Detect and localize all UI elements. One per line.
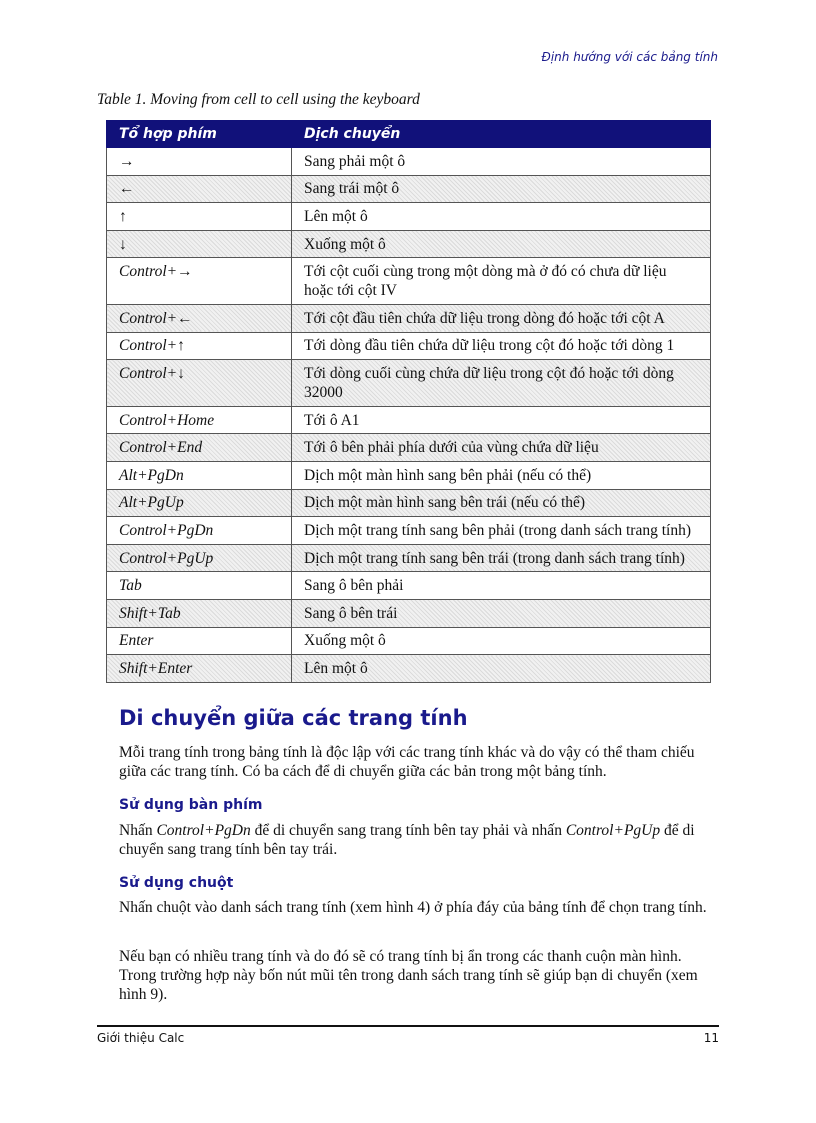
action-cell: Sang ô bên phải (292, 572, 711, 600)
table-row (107, 572, 711, 600)
action-cell: Tới cột cuối cùng trong một dòng mà ở đó có chưa dữ liệu hoặc tới cột IV (292, 258, 711, 305)
shortcut-control-pgup: Control+PgUp (565, 822, 661, 839)
table-row (107, 304, 711, 332)
action-cell: Dịch một trang tính sang bên trái (trong danh sách trang tính) (292, 544, 711, 572)
key-cell: Control+Home (107, 406, 292, 434)
action-cell: Tới cột đầu tiên chứa dữ liệu trong dòng đó hoặc tới cột A (292, 304, 711, 332)
table-row (107, 434, 711, 462)
table-row (107, 517, 711, 545)
key-cell: Shift+Enter (107, 655, 292, 683)
action-cell: Tới ô A1 (292, 406, 711, 434)
table-row (107, 655, 711, 683)
key-cell: Control+← (107, 304, 292, 332)
footer-divider (97, 1025, 719, 1027)
key-cell: Tab (107, 572, 292, 600)
table-row (107, 230, 711, 258)
shortcut-control-pgdn: Control+PgDn (156, 822, 251, 839)
table-row (107, 175, 711, 203)
subheading-mouse: Sử dụng chuột (119, 875, 234, 891)
column-header-movement: Dịch chuyển (292, 121, 711, 148)
action-cell: Sang ô bên trái (292, 599, 711, 627)
table-row (107, 332, 711, 360)
key-cell: ↓ (107, 230, 292, 258)
column-header-key-combo: Tổ hợp phím (107, 121, 292, 148)
mouse-paragraph-1: Nhấn chuột vào danh sách trang tính (xem hình 4) ở phía đáy của bảng tính để chọn trang tính. (119, 899, 707, 916)
footer-title: Giới thiệu Calc (97, 1031, 185, 1045)
key-cell: Enter (107, 627, 292, 655)
action-cell: Dịch một màn hình sang bên phải (nếu có thể) (292, 461, 711, 489)
key-cell: Control+→ (107, 258, 292, 305)
keyboard-paragraph (119, 821, 719, 859)
section-intro-paragraph: Mỗi trang tính trong bảng tính là độc lập với các trang tính khác và do vậy có thể tham chiếu giữa các trang tính. Có ba cách để di chuyển giữa các bản trong một bảng tính. (119, 744, 695, 780)
key-cell: → (107, 148, 292, 176)
action-cell: Sang phải một ô (292, 148, 711, 176)
table-row (107, 489, 711, 517)
action-cell: Tới dòng đầu tiên chứa dữ liệu trong cột đó hoặc tới dòng 1 (292, 332, 711, 360)
table-row (107, 627, 711, 655)
key-cell: Control+End (107, 434, 292, 462)
keyboard-shortcuts-table (106, 120, 711, 683)
table-row (107, 461, 711, 489)
keyboard-text-1: Nhấn (119, 822, 157, 839)
table-row (107, 258, 711, 305)
key-cell: Shift+Tab (107, 599, 292, 627)
table-header-row (107, 121, 711, 148)
action-cell: Lên một ô (292, 203, 711, 231)
action-cell: Dịch một trang tính sang bên phải (trong danh sách trang tính) (292, 517, 711, 545)
table-row (107, 203, 711, 231)
page-number: 11 (703, 1031, 719, 1045)
key-cell: Control+↑ (107, 332, 292, 360)
action-cell: Dịch một màn hình sang bên trái (nếu có thể) (292, 489, 711, 517)
table-row (107, 599, 711, 627)
table-row (107, 360, 711, 407)
action-cell: Sang trái một ô (292, 175, 711, 203)
running-header-title: Định hướng với các bảng tính (541, 50, 718, 64)
key-cell: Alt+PgDn (107, 461, 292, 489)
mouse-paragraph-2: Nếu bạn có nhiều trang tính và do đó sẽ có trang tính bị ẩn trong các thanh cuộn màn hình. Trong trường hợp này bốn nút mũi tên trong danh sách trang tính sẽ giúp bạn di chuyển (xem hình 9). (119, 948, 698, 1003)
table-caption: Table 1. Moving from cell to cell using the keyboard (97, 91, 420, 108)
table-row (107, 544, 711, 572)
key-cell: Alt+PgUp (107, 489, 292, 517)
action-cell: Xuống một ô (292, 230, 711, 258)
keyboard-text-2: để di chuyển sang trang tính bên tay phải và nhấn (250, 822, 566, 839)
action-cell: Tới dòng cuối cùng chứa dữ liệu trong cột đó hoặc tới dòng 32000 (292, 360, 711, 407)
action-cell: Lên một ô (292, 655, 711, 683)
action-cell: Tới ô bên phải phía dưới của vùng chứa dữ liệu (292, 434, 711, 462)
section-heading: Di chuyển giữa các trang tính (119, 706, 468, 730)
key-cell: Control+↓ (107, 360, 292, 407)
keyboard-text-3: để di chuyển sang trang tính bên tay trái. (119, 822, 695, 858)
key-cell: ↑ (107, 203, 292, 231)
subheading-keyboard: Sử dụng bàn phím (119, 797, 263, 813)
key-cell: ← (107, 175, 292, 203)
key-cell: Control+PgDn (107, 517, 292, 545)
action-cell: Xuống một ô (292, 627, 711, 655)
table-row (107, 148, 711, 176)
key-cell: Control+PgUp (107, 544, 292, 572)
table-row (107, 406, 711, 434)
